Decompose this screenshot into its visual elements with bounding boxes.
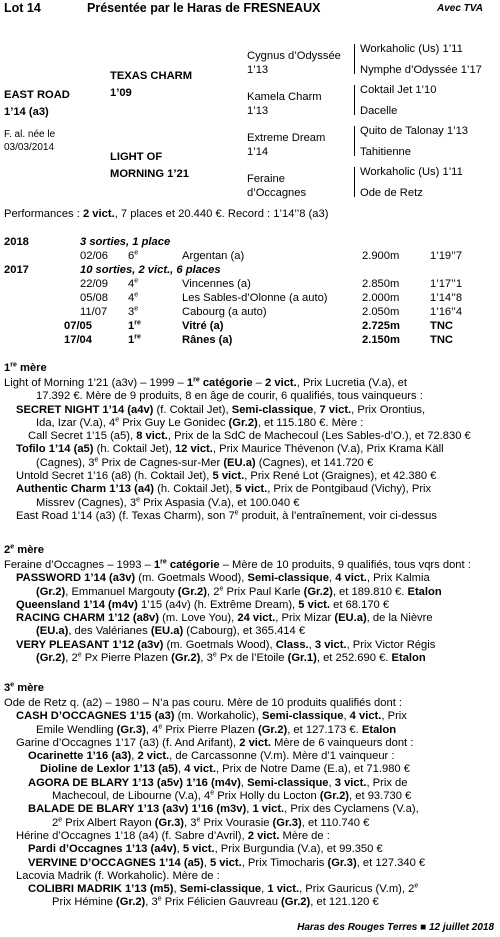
horse-name: EAST ROAD [4,89,70,101]
race-time: 1’17’’1 [430,278,463,290]
bracket-line [354,44,355,74]
mere2-text: Feraine d’Occagnes – 1993 – 1re catégorie – Mère de 10 produits, 9 qualifiés, tous vqrs dont : PASSWORD 1’14 (a3v) (m. Goetmals Wood), Semi-classique, 4 vict., Prix Kalmia (Gr.2), Emmanuel Margouty (Gr.2), 2e Prix Paul Karle (Gr.2), et 189.810 €. Etalon Queensland 1’14 (m4v) 1’15 (a4v) (h. Extrême Dream), 5 vict. et 68.170 € RACING CHARM 1’12 (a8v) (m. Love You), 24 vict., Prix Mizar (EU.a), de la Nièvre (EU.a), des Valérianes (EU.a) (Cabourg), et 365.414 € VERY PLEASANT 1’12 (a3v) (m. Goetmals Wood), Class., 3 vict., Prix Victor Régis (Gr.2), 2e Px Pierre Plazen (Gr.2), 3e Px de l’Etoile (Gr.1), et 252.690 €. Etalon [4,558,471,665]
race-distance: 2.725m [362,320,400,332]
dam-name-2: MORNING 1’21 [110,168,189,180]
race-date: 22/09 [80,278,108,290]
lot-number: Lot 14 [4,1,41,15]
race-time: 1’19’’7 [430,250,463,262]
race-distance: 2.150m [362,334,400,346]
race-track: Rânes (a) [182,334,233,346]
gen3-1-rec: 1’13 [247,105,269,117]
bracket-line [354,126,355,156]
race-time: 1’14’’8 [430,292,463,304]
race-date: 05/08 [80,292,108,304]
race-time: TNC [430,334,453,346]
race-time: 1’16’’4 [430,306,463,318]
race-place: 4e [128,277,139,290]
tva-note: Avec TVA [437,3,483,14]
gen4-5: Tahitienne [360,146,412,158]
race-place: 1re [128,333,141,346]
horse-record: 1’14 (a3) [4,106,49,118]
race-distance: 2.850m [362,278,400,290]
gen3-0-rec: 1’13 [247,64,269,76]
year-2017-summary: 10 sorties, 2 vict., 6 places [80,264,221,276]
mere2-title: 2e mère [4,543,44,556]
sire-name: TEXAS CHARM [110,70,193,82]
gen3-3-rec: d’Occagnes [247,187,307,199]
bracket-line [354,85,355,115]
race-distance: 2.050m [362,306,400,318]
gen4-7: Ode de Retz [360,187,423,199]
race-place: 3e [128,305,139,318]
race-place: 1re [128,319,141,332]
race-date: 17/04 [64,334,92,346]
race-date: 11/07 [80,306,108,318]
gen3-2-rec: 1’14 [247,146,269,158]
gen4-3: Dacelle [360,105,398,117]
year-2018-summary: 3 sorties, 1 place [80,236,171,248]
gen4-4: Quito de Talonay 1’13 [360,125,469,137]
race-distance: 2.000m [362,292,400,304]
year-2017: 2017 [4,264,29,276]
race-track: Vitré (a) [182,320,224,332]
race-place: 4e [128,291,139,304]
mere1-title: 1re mère [4,361,47,374]
race-track: Argentan (a) [182,250,245,262]
race-distance: 2.900m [362,250,400,262]
gen4-6: Workaholic (Us) 1’11 [360,166,463,178]
dam-name-1: LIGHT OF [110,151,163,163]
race-date: 02/06 [80,250,108,262]
mere3-text: Ode de Retz q. (a2) – 1980 – N’a pas couru. Mère de 10 produits qualifiés dont : CASH D’OCCAGNES 1’15 (a3) (m. Workaholic), Semi-classique, 4 vict., Prix Emile Wendling (Gr.3), 4e Prix Pierre Plazen (Gr.2), et 127.173 €. Etalon Garine d’Occagnes 1’17 (a3) (f. And Arifant), 2 vict. Mère de 6 vainqueurs dont : Ocarinette 1’16 (a3), 2 vict., de Carcassonne (V.m). Mère d’1 vainqueur : Dioline de Lexlor 1’13 (a5), 4 vict., Prix de Notre Dame (E.a), et 71.980 € AGORA DE BLARY 1’13 (a5v) 1’16 (m4v), Semi-classique, 3 vict., Prix de Machecoul, de Libourne (V.a), 4e Prix Holly du Locton (Gr.2), et 93.730 € BALADE DE BLARY 1’13 (a3v) 1’16 (m3v), 1 vict., Prix des Cyclamens (V.a), 2e Prix Albert Rayon (Gr.3), 3e Prix Vourasie (Gr.3), et 110.740 € Hérine d’Occagnes 1’18 (a4) (f. Sabre d’Avril), 2 vict. Mère de : Pardi d’Occagnes 1’13 (a4v), 5 vict., Prix Burgundia (V.a), et 99.350 € VERVINE D’OCCAGNES 1’14 (a5), 5 vict., Prix Timocharis (Gr.3), et 127.340 € Lacovia Madrik (f. Workaholic). Mère de : COLIBRI MADRIK 1’13 (m5), Semi-classique, 1 vict., Prix Gauricus (V.m), 2e Prix Hémine (Gr.2), 3e Prix Félicien Gauvreau (Gr.2), et 121.120 € [4,697,426,909]
race-track: Vincennes (a) [182,278,251,290]
gen3-1-name: Kamela Charm [247,91,322,103]
sire-year: 1’09 [110,87,132,99]
gen4-2: Coktail Jet 1’10 [360,84,437,96]
gen3-3-name: Feraine [247,173,285,185]
gen4-1: Nymphe d’Odyssée 1’17 [360,64,482,76]
mere3-title: 3e mère [4,681,44,694]
gen3-0-name: Cygnus d’Odyssée [247,50,341,62]
race-time: TNC [430,320,453,332]
race-track: Cabourg (a auto) [182,306,267,318]
gen3-2-name: Extreme Dream [247,132,326,144]
bracket-line [354,167,355,197]
presenter: Présentée par le Haras de FRESNEAUX [87,1,321,15]
performances: Performances : 2 vict., 7 places et 20.440 €. Record : 1’14’’8 (a3) [4,208,329,220]
mere1-text: Light of Morning 1’21 (a3v) – 1999 – 1re catégorie – 2 vict., Prix Lucretia (V.a), et 17.392 €. Mère de 9 produits, 8 en âge de courir, 6 qualifiés, tous vainqueurs : SECRET NIGHT 1’14 (a4v) (f. Coktail Jet), Semi-classique, 7 vict., Prix Orontius, Ida, Izar (V.a), 4e Prix Guy Le Gonidec (Gr.2), et 115.180 €. Mère : Call Secret 1’15 (a5), 8 vict., Prix de la SdC de Machecoul (Les Sables-d’O.), et 72.830 € Tofilo 1’14 (a5) (h. Coktail Jet), 12 vict., Prix Maurice Thévenon (V.a), Prix Krama Käll (Cagnes), 3e Prix de Cagnes-sur-Mer (EU.a) (Cagnes), et 141.720 € Untold Secret 1’16 (a8) (h. Coktail Jet), 5 vict., Prix René Lot (Graignes), et 42.380 € Authentic Charm 1’13 (a4) (h. Coktail Jet), 5 vict., Prix de Pontgibaud (Vichy), Prix Missrev (Cagnes), 3e Prix Aspasia (V.a), et 100.040 € East Road 1’14 (a3) (f. Texas Charm), son 7e produit, à l’entraînement, voir ci-dessus [4,376,471,522]
horse-sex: F. al. née le [4,129,56,140]
race-date: 07/05 [64,320,92,332]
horse-birth: 03/03/2014 [4,142,55,153]
race-track: Les Sables-d’Olonne (a auto) [182,292,328,304]
gen4-0: Workaholic (Us) 1’11 [360,43,463,55]
year-2018: 2018 [4,236,29,248]
footer: Haras des Rouges Terres ■ 12 juillet 2018 [297,922,494,933]
race-place: 6e [128,249,139,262]
